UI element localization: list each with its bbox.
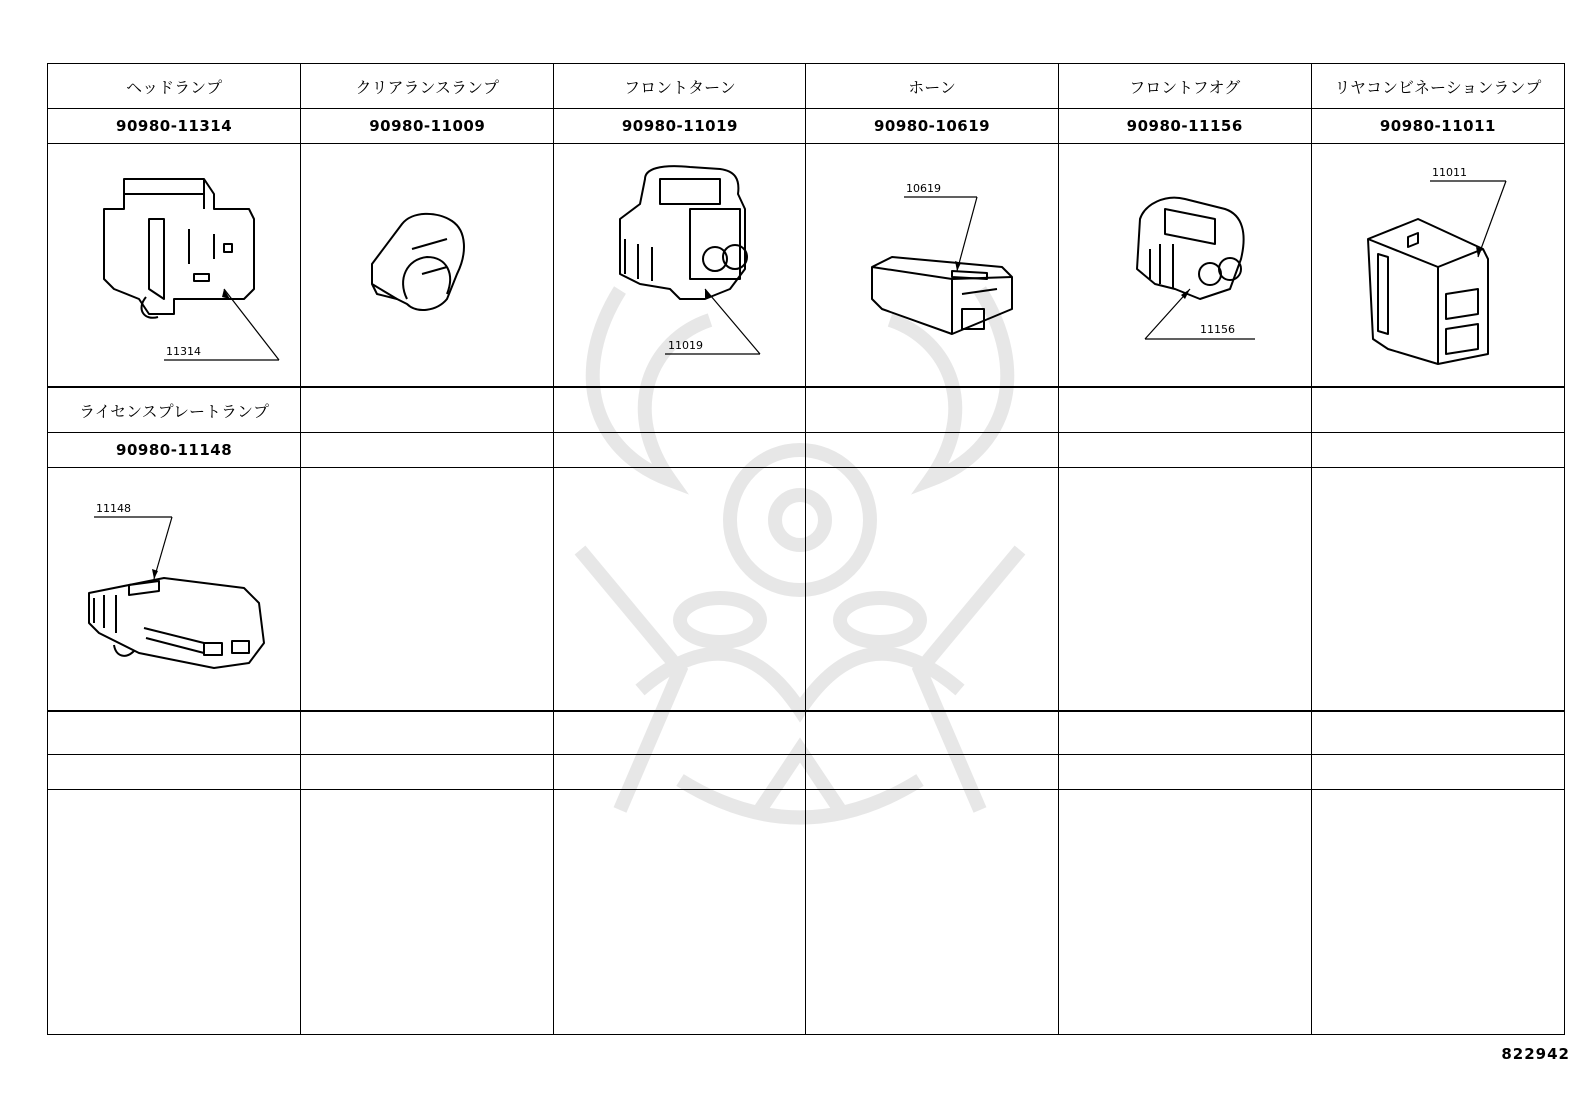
rear-combination-lamp-callout: 11011	[1431, 166, 1467, 179]
front-fog-name: フロントフオグ	[1058, 64, 1311, 109]
horn-name: ホーン	[806, 64, 1058, 109]
front-turn-name: フロントターン	[554, 64, 806, 109]
horn-connector-icon	[812, 149, 1052, 381]
front-turn-callout: 11019	[667, 339, 703, 352]
empty-illustration-row-3	[48, 790, 1565, 1035]
front-turn-part-number: 90980-11019	[554, 109, 806, 144]
license-plate-lamp-part-number: 90980-11148	[48, 433, 301, 468]
horn-callout: 10619	[906, 182, 942, 195]
connector-illustration-row-2	[48, 468, 1565, 712]
horn-part-number: 90980-10619	[806, 109, 1058, 144]
location-name-row	[48, 64, 1565, 109]
headlamp-callout: 11314	[166, 345, 202, 358]
empty-name-row-3	[48, 711, 1565, 755]
headlamp-connector-icon	[54, 149, 294, 381]
license-plate-lamp-name: ライセンスプレートランプ	[48, 387, 301, 433]
license-plate-lamp-callout: 11148	[96, 502, 132, 515]
connector-illustration-row	[48, 144, 1565, 388]
location-name-row-2	[48, 387, 1565, 433]
front-fog-connector-icon	[1065, 149, 1305, 381]
headlamp-part-number: 90980-11314	[48, 109, 301, 144]
connector-parts-table	[47, 63, 1565, 1035]
headlamp-name: ヘッドランプ	[48, 64, 301, 109]
license-plate-lamp-connector-icon	[54, 473, 294, 705]
front-fog-part-number: 90980-11156	[1058, 109, 1311, 144]
figure-number: 822942	[1501, 1045, 1570, 1063]
part-number-row-2	[48, 433, 1565, 468]
front-fog-callout: 11156	[1199, 323, 1235, 336]
rear-combination-lamp-part-number: 90980-11011	[1311, 109, 1564, 144]
clearance-lamp-connector-icon	[307, 149, 547, 381]
part-number-row	[48, 109, 1565, 144]
rear-combination-lamp-connector-icon	[1318, 149, 1558, 381]
clearance-lamp-part-number: 90980-11009	[301, 109, 554, 144]
empty-part-number-row-3	[48, 755, 1565, 790]
clearance-lamp-name: クリアランスランプ	[301, 64, 554, 109]
front-turn-connector-icon	[560, 149, 800, 381]
rear-combination-lamp-name: リヤコンビネーションランプ	[1311, 64, 1564, 109]
